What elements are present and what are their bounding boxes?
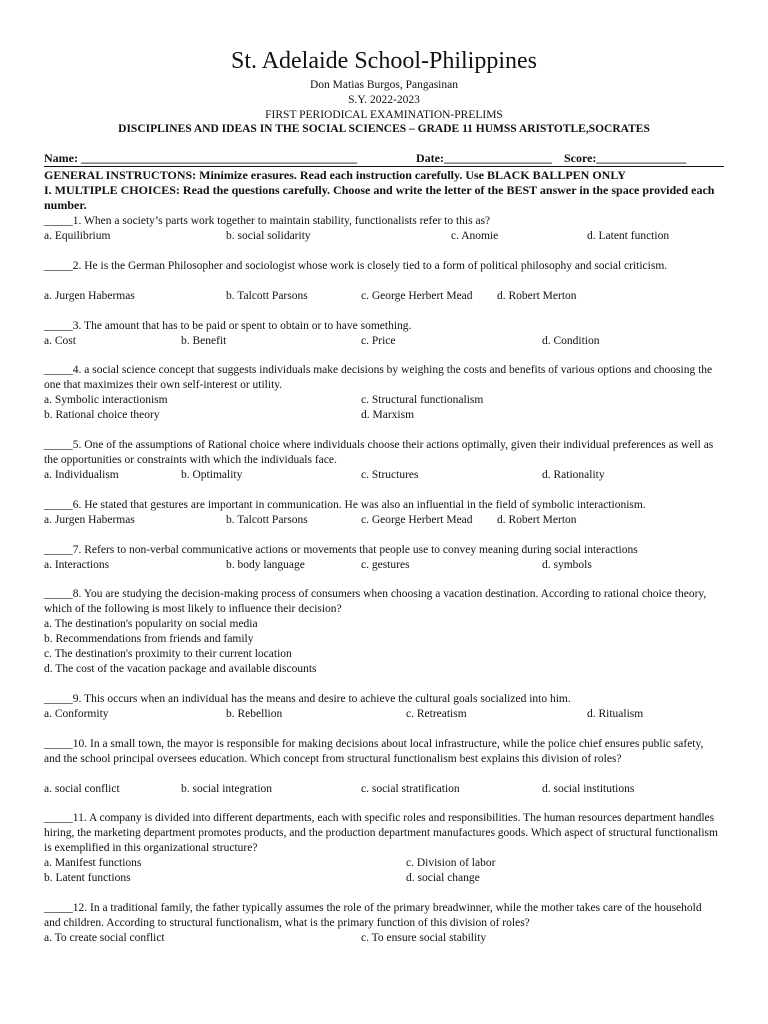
answer-option: a. Manifest functions — [44, 857, 142, 869]
question-text: _____1. When a society’s parts work together to maintain stability, functionalists refer to this as? — [44, 215, 491, 227]
multiple-choice-instructions: I. MULTIPLE CHOICES: Read the questions carefully. Choose and write the letter of the BEST answer in the space provided each number. — [44, 183, 715, 212]
question-text: _____7. Refers to non-verbal communicative actions or movements that people use to convey meaning during social interactions — [44, 544, 638, 556]
answer-option: a. Conformity — [44, 708, 109, 720]
answer-option: b. Optimality — [181, 469, 243, 481]
answer-option: a. Cost — [44, 335, 76, 347]
question-text: _____10. In a small town, the mayor is responsible for making decisions about local infrastructure, while the police chief ensures public safety, and the school principal oversees education. Which concept from structural functionalism best explains this division of roles? — [44, 738, 704, 765]
answer-option: c. To ensure social stability — [361, 932, 487, 944]
answer-option: a. Jurgen Habermas — [44, 514, 135, 526]
school-year: S.Y. 2022-2023 — [348, 94, 420, 106]
answer-option: c. Structural functionalism — [361, 394, 484, 406]
answer-option: c. Anomie — [451, 230, 499, 242]
answer-option: c. gestures — [361, 559, 410, 571]
question-text: _____9. This occurs when an individual has the means and desire to achieve the cultural goals socialized into him. — [44, 693, 571, 705]
question-text: _____5. One of the assumptions of Rational choice where individuals choose their actions optimally, given their individual preferences as well as the opportunities or constraints with which the individuals face. — [44, 439, 714, 466]
answer-option: b. social solidarity — [226, 230, 311, 242]
answer-option: b. Talcott Parsons — [226, 514, 308, 526]
answer-option: a. Interactions — [44, 559, 110, 571]
general-instructions: GENERAL INSTRUCTONS: Minimize erasures. Read each instruction carefully. Use BLACK BALLPEN ONLY — [44, 168, 626, 182]
subject-title: DISCIPLINES AND IDEAS IN THE SOCIAL SCIENCES – GRADE 11 HUMSS ARISTOTLE,SOCRATES — [118, 123, 650, 135]
question-text: _____12. In a traditional family, the father typically assumes the role of the primary breadwinner, while the mother takes care of the household and children. According to structural functionalism, what is the primary function of this division of roles? — [44, 902, 702, 929]
answer-option: b. Talcott Parsons — [226, 290, 308, 302]
school-name: St. Adelaide School-Philippines — [231, 48, 537, 74]
answer-option: c. Retreatism — [406, 708, 467, 720]
answer-option: c. social stratification — [361, 783, 460, 795]
question-text: _____11. A company is divided into different departments, each with specific roles and responsibilities. The human resources department handles hiring, the marketing department promotes products, and the production department manufactures goods. Which aspect of structural functionalism is exemplified in this organizational structure? — [44, 812, 718, 854]
answer-option: b. Rebellion — [226, 708, 283, 720]
question-text: _____2. He is the German Philosopher and sociologist whose work is closely tied to a form of political philosophy and social criticism. — [44, 260, 668, 272]
answer-option: b. body language — [226, 559, 305, 571]
answer-option: c. Price — [361, 335, 396, 347]
answer-option: d. Latent function — [587, 230, 670, 242]
answer-option: a. The destination's popularity on social media — [44, 618, 258, 630]
answer-option: a. social conflict — [44, 783, 120, 795]
answer-option: d. social institutions — [542, 783, 635, 795]
answer-option: d. Robert Merton — [497, 290, 577, 302]
answer-option: b. Rational choice theory — [44, 409, 160, 421]
question-text: _____6. He stated that gestures are important in communication. He was also an influential in the field of symbolic interactionism. — [44, 499, 646, 511]
answer-option: b. social integration — [181, 783, 273, 795]
answer-option: b. Latent functions — [44, 872, 131, 884]
student-info-line — [44, 151, 724, 167]
answer-option: a. To create social conflict — [44, 932, 165, 944]
school-address: Don Matias Burgos, Pangasinan — [309, 79, 458, 91]
answer-option: c. The destination's proximity to their current location — [44, 648, 292, 660]
question-text: _____4. a social science concept that suggests individuals make decisions by weighing the costs and benefits of various options and choosing the one that maximizes their own self-interest or utility. — [44, 364, 713, 391]
answer-option: d. Robert Merton — [497, 514, 577, 526]
answer-option: b. Recommendations from friends and family — [44, 633, 254, 645]
name-field[interactable]: Name: ______________________________________________ — [44, 151, 357, 165]
answer-option: a. Individualism — [44, 469, 119, 481]
question-text: _____3. The amount that has to be paid or spent to obtain or to have something. — [44, 320, 412, 332]
answer-option: d. social change — [406, 872, 480, 884]
answer-option: c. Division of labor — [406, 857, 496, 869]
date-field[interactable]: Date:__________________ — [416, 151, 552, 165]
answer-option: d. Condition — [542, 335, 600, 347]
answer-option: a. Symbolic interactionism — [44, 394, 168, 406]
answer-option: d. symbols — [542, 559, 592, 571]
answer-option: d. Ritualism — [587, 708, 644, 720]
question-text: _____8. You are studying the decision-making process of consumers when choosing a vacation destination. According to rational choice theory, which of the following is most likely to influence their decision? — [44, 588, 707, 615]
answer-option: a. Equilibrium — [44, 230, 111, 242]
score-field[interactable]: Score:_______________ — [564, 151, 687, 165]
answer-option: d. Rationality — [542, 469, 605, 481]
answer-option: a. Jurgen Habermas — [44, 290, 135, 302]
exam-title: FIRST PERIODICAL EXAMINATION-PRELIMS — [265, 109, 503, 121]
answer-option: b. Benefit — [181, 335, 227, 347]
answer-option: d. The cost of the vacation package and available discounts — [44, 663, 317, 675]
answer-option: c. George Herbert Mead — [361, 290, 473, 302]
answer-option: d. Marxism — [361, 409, 415, 421]
answer-option: c. George Herbert Mead — [361, 514, 473, 526]
answer-option: c. Structures — [361, 469, 419, 481]
